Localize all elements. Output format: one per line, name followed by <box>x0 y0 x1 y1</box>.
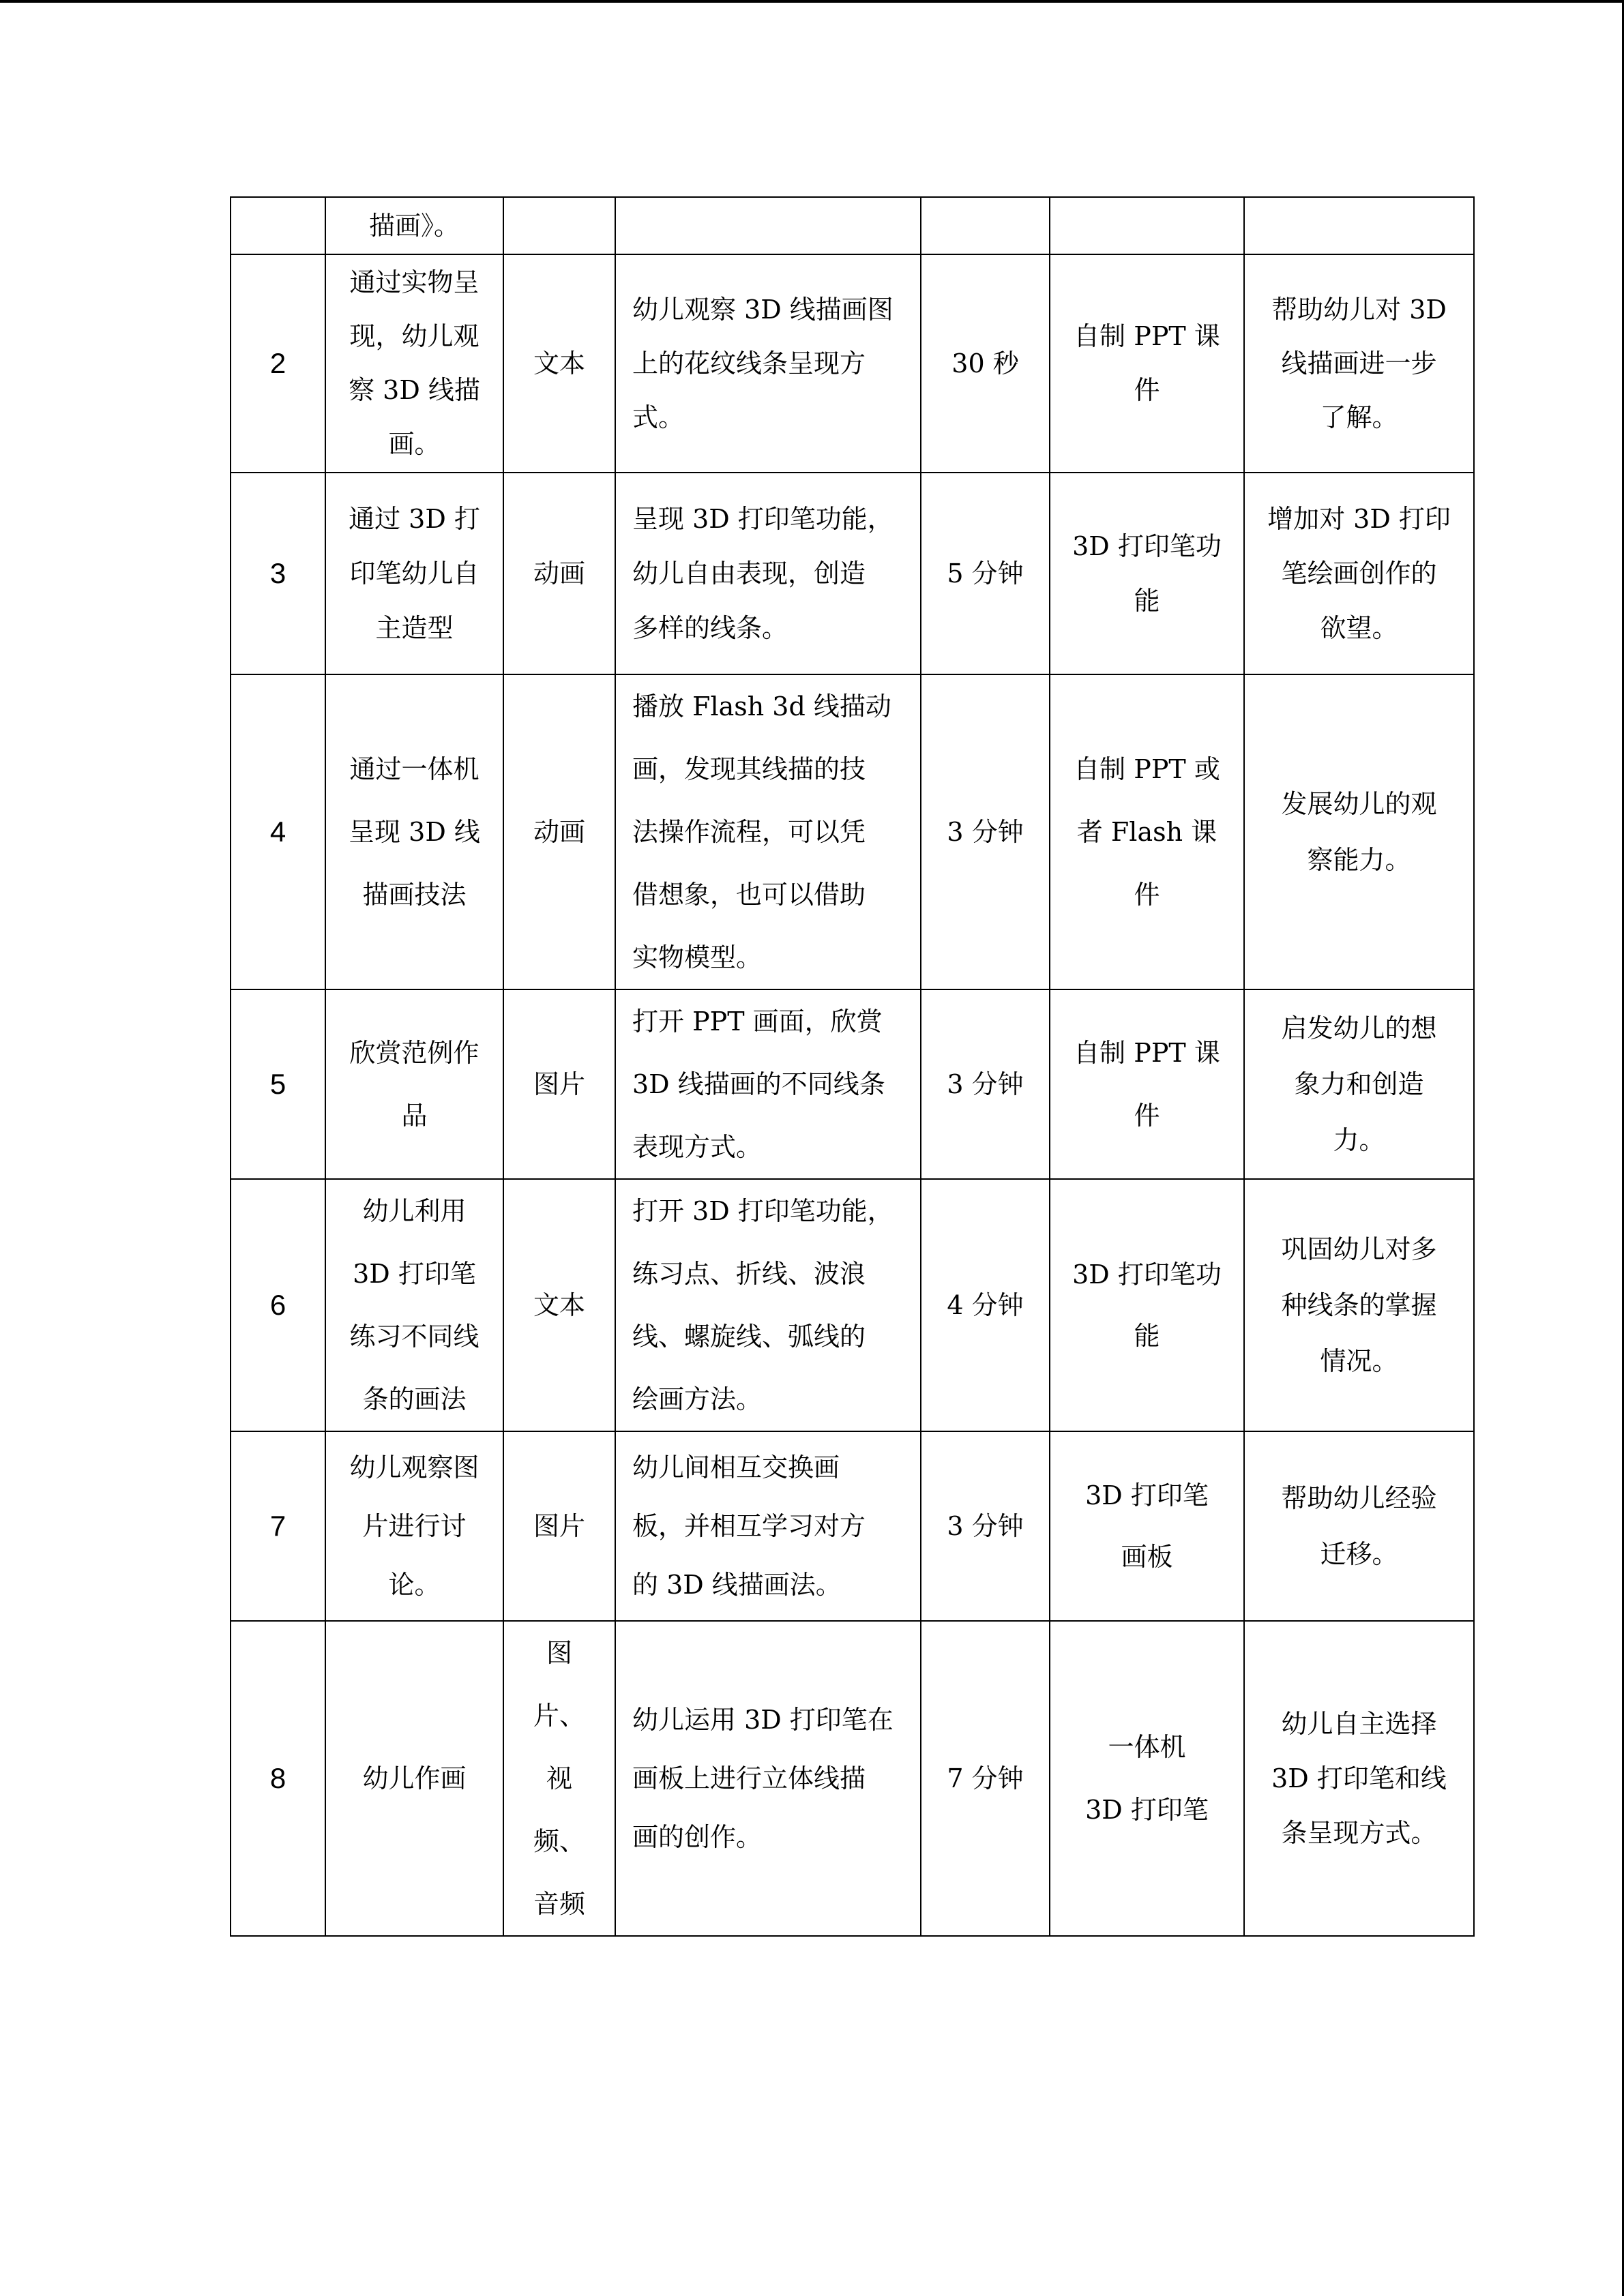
table-row <box>231 1431 1474 1621</box>
step-cell: 欣赏范例作 品 <box>325 989 503 1179</box>
resource-cell: 自制 PPT 课 件 <box>1050 254 1244 473</box>
teaching-plan-table <box>230 196 1475 1937</box>
resource-cell <box>1050 197 1244 254</box>
step-cell: 通过实物呈 现，幼儿观 察 3D 线描 画。 <box>325 254 503 473</box>
step-cell: 通过一体机 呈现 3D 线 描画技法 <box>325 674 503 989</box>
time-cell <box>921 197 1050 254</box>
content-cell: 幼儿运用 3D 打印笔在 画板上进行立体线描 画的创作。 <box>615 1621 921 1936</box>
media-type-cell <box>503 197 615 254</box>
content-cell <box>615 197 921 254</box>
resource-cell: 一体机 3D 打印笔 <box>1050 1621 1244 1936</box>
resource-cell: 3D 打印笔功 能 <box>1050 473 1244 674</box>
time-cell: 3 分钟 <box>921 989 1050 1179</box>
media-type-cell: 动画 <box>503 674 615 989</box>
content-cell: 打开 PPT 画面，欣赏 3D 线描画的不同线条 表现方式。 <box>615 989 921 1179</box>
content-cell: 幼儿间相互交换画 板，并相互学习对方 的 3D 线描画法。 <box>615 1431 921 1621</box>
row-number-cell: 8 <box>231 1621 325 1936</box>
time-cell: 4 分钟 <box>921 1179 1050 1431</box>
row-number-cell: 6 <box>231 1179 325 1431</box>
step-cell: 幼儿利用 3D 打印笔 练习不同线 条的画法 <box>325 1179 503 1431</box>
page-top-rule <box>0 0 1624 3</box>
purpose-cell: 帮助幼儿对 3D 线描画进一步 了解。 <box>1244 254 1474 473</box>
row-number-cell: 7 <box>231 1431 325 1621</box>
row-number-cell <box>231 197 325 254</box>
resource-cell: 3D 打印笔 画板 <box>1050 1431 1244 1621</box>
purpose-cell: 启发幼儿的想 象力和创造 力。 <box>1244 989 1474 1179</box>
table-row <box>231 1621 1474 1936</box>
time-cell: 30 秒 <box>921 254 1050 473</box>
table-row <box>231 254 1474 473</box>
content-cell: 播放 Flash 3d 线描动 画，发现其线描的技 法操作流程，可以凭 借想象，也可以借助 实物模型。 <box>615 674 921 989</box>
table-row <box>231 473 1474 674</box>
time-cell: 3 分钟 <box>921 1431 1050 1621</box>
media-type-cell: 图片 <box>503 1431 615 1621</box>
step-cell: 幼儿观察图 片进行讨 论。 <box>325 1431 503 1621</box>
purpose-cell: 巩固幼儿对多 种线条的掌握 情况。 <box>1244 1179 1474 1431</box>
purpose-cell: 幼儿自主选择 3D 打印笔和线 条呈现方式。 <box>1244 1621 1474 1936</box>
step-cell: 通过 3D 打 印笔幼儿自 主造型 <box>325 473 503 674</box>
step-cell: 幼儿作画 <box>325 1621 503 1936</box>
purpose-cell <box>1244 197 1474 254</box>
media-type-cell: 文本 <box>503 1179 615 1431</box>
media-type-cell: 文本 <box>503 254 615 473</box>
media-type-cell: 图片 <box>503 989 615 1179</box>
resource-cell: 3D 打印笔功 能 <box>1050 1179 1244 1431</box>
table-row <box>231 674 1474 989</box>
resource-cell: 自制 PPT 或 者 Flash 课 件 <box>1050 674 1244 989</box>
table-row <box>231 1179 1474 1431</box>
step-cell: 描画》。 <box>325 197 503 254</box>
content-cell: 呈现 3D 打印笔功能， 幼儿自由表现，创造 多样的线条。 <box>615 473 921 674</box>
row-number-cell: 2 <box>231 254 325 473</box>
purpose-cell: 帮助幼儿经验 迁移。 <box>1244 1431 1474 1621</box>
time-cell: 5 分钟 <box>921 473 1050 674</box>
time-cell: 3 分钟 <box>921 674 1050 989</box>
row-number-cell: 4 <box>231 674 325 989</box>
media-type-cell: 动画 <box>503 473 615 674</box>
table-row <box>231 989 1474 1179</box>
row-number-cell: 5 <box>231 989 325 1179</box>
table-row-continuation <box>231 197 1474 254</box>
purpose-cell: 增加对 3D 打印 笔绘画创作的 欲望。 <box>1244 473 1474 674</box>
content-cell: 打开 3D 打印笔功能， 练习点、折线、波浪 线、螺旋线、弧线的 绘画方法。 <box>615 1179 921 1431</box>
time-cell: 7 分钟 <box>921 1621 1050 1936</box>
resource-cell: 自制 PPT 课 件 <box>1050 989 1244 1179</box>
row-number-cell: 3 <box>231 473 325 674</box>
media-type-cell: 图 片、 视 频、 音频 <box>503 1621 615 1936</box>
content-cell: 幼儿观察 3D 线描画图 上的花纹线条呈现方 式。 <box>615 254 921 473</box>
purpose-cell: 发展幼儿的观 察能力。 <box>1244 674 1474 989</box>
